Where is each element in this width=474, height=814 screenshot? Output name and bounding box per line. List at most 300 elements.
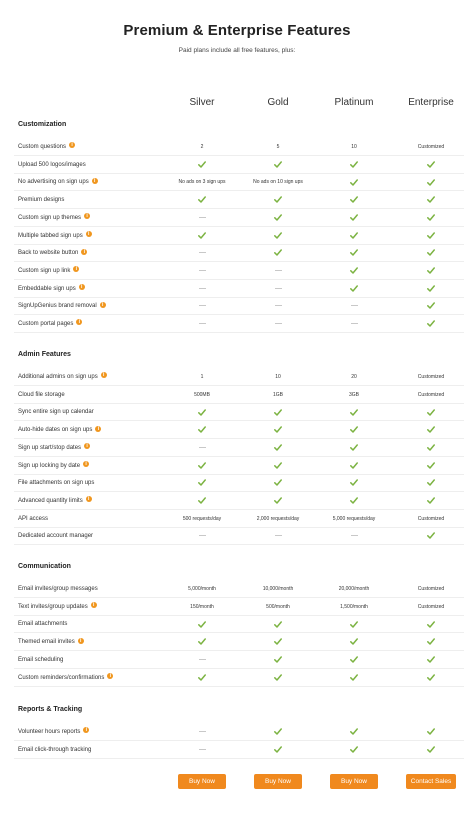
table-row	[14, 493, 464, 510]
page-subtitle: Paid plans include all free features, plus:	[178, 47, 296, 54]
check-icon	[274, 196, 282, 203]
check-icon	[350, 232, 358, 239]
check-icon	[274, 746, 282, 753]
cell-silver	[162, 742, 242, 758]
check-icon	[427, 285, 435, 292]
info-icon[interactable]: i	[83, 461, 89, 467]
cell-silver: 2	[200, 144, 204, 150]
check-icon	[350, 638, 358, 645]
cell-enterprise	[391, 281, 471, 297]
check-icon	[198, 409, 206, 416]
cell-gold	[238, 281, 318, 297]
feature-label	[18, 139, 75, 155]
table-row	[14, 298, 464, 315]
plan-header-enterprise: Enterprise	[408, 97, 454, 108]
check-icon	[350, 674, 358, 681]
check-icon	[427, 249, 435, 256]
table-row	[14, 652, 464, 669]
feature-label-text: Sign up locking by date	[18, 462, 81, 469]
check-icon	[274, 249, 282, 256]
check-icon	[427, 267, 435, 274]
dash-icon	[275, 288, 282, 289]
cell-gold	[238, 670, 318, 686]
cell-enterprise	[391, 440, 471, 456]
cell-platinum	[314, 192, 394, 208]
cell-silver	[162, 210, 242, 226]
feature-label	[18, 458, 89, 474]
cell-gold	[238, 652, 318, 668]
cell-platinum	[314, 422, 394, 438]
cell-platinum	[314, 281, 394, 297]
feature-label	[18, 724, 89, 740]
check-icon	[427, 462, 435, 469]
check-icon	[427, 497, 435, 504]
table-row	[14, 316, 464, 333]
cell-gold	[238, 157, 318, 173]
cell-silver: 500MB	[194, 391, 210, 398]
cell-gold	[238, 192, 318, 208]
check-icon	[274, 462, 282, 469]
feature-label	[18, 281, 85, 297]
cell-platinum	[314, 742, 394, 758]
section-heading-communication: Communication	[18, 563, 71, 570]
cell-enterprise	[391, 528, 471, 544]
feature-label	[18, 634, 84, 650]
check-icon	[427, 161, 435, 168]
cell-silver	[162, 670, 242, 686]
cell-gold	[238, 298, 318, 314]
feature-label	[18, 422, 101, 438]
check-icon	[350, 746, 358, 753]
cell-platinum	[314, 316, 394, 332]
cell-platinum	[314, 210, 394, 226]
cell-silver	[162, 724, 242, 740]
cell-silver	[162, 228, 242, 244]
cell-platinum: 10	[351, 144, 357, 150]
feature-label-text: Custom sign up link	[18, 267, 71, 274]
feature-label	[18, 528, 93, 544]
cell-platinum: 5,000 requests/day	[332, 515, 376, 522]
table-row	[14, 670, 464, 687]
cell-enterprise: Customized	[417, 586, 445, 592]
section-heading-customization: Customization	[18, 121, 67, 128]
cell-enterprise	[391, 724, 471, 740]
feature-label-text: Custom questions	[18, 144, 67, 150]
feature-label	[18, 652, 63, 668]
cell-gold	[238, 528, 318, 544]
dash-icon	[275, 305, 282, 306]
dash-icon	[351, 305, 358, 306]
cell-enterprise: Customized	[417, 515, 445, 522]
dash-icon	[275, 535, 282, 536]
check-icon	[198, 621, 206, 628]
section-heading-admin-features: Admin Features	[18, 351, 71, 358]
cell-enterprise	[391, 263, 471, 279]
table-row	[14, 387, 464, 404]
cell-silver	[162, 298, 242, 314]
dash-icon	[199, 305, 206, 306]
cell-gold	[238, 404, 318, 420]
feature-label-text: API access	[18, 515, 49, 522]
cell-gold	[238, 475, 318, 491]
info-icon[interactable]: i	[78, 638, 84, 644]
check-icon	[274, 621, 282, 628]
feature-label-text: Advanced quantity limits	[18, 497, 83, 504]
cell-gold: 10,000/month	[262, 586, 294, 592]
cell-gold	[238, 228, 318, 244]
cell-platinum	[314, 616, 394, 632]
cell-platinum	[314, 652, 394, 668]
info-icon[interactable]: i	[101, 372, 107, 378]
feature-label	[18, 581, 98, 597]
feature-label-text: Multiple tabbed sign ups	[18, 232, 83, 239]
check-icon	[274, 728, 282, 735]
cell-silver	[162, 404, 242, 420]
cell-enterprise	[391, 742, 471, 758]
check-icon	[350, 249, 358, 256]
plan-header-silver: Silver	[189, 97, 215, 108]
cell-platinum	[314, 228, 394, 244]
contact-sales-button-enterprise[interactable]: Contact Sales	[406, 774, 456, 789]
check-icon	[198, 497, 206, 504]
feature-label-text: Text invites/group updates	[18, 603, 88, 610]
check-icon	[274, 656, 282, 663]
feature-label-text: Email click-through tracking	[18, 746, 92, 753]
check-icon	[427, 232, 435, 239]
table-row	[14, 404, 464, 421]
check-icon	[198, 638, 206, 645]
check-icon	[350, 409, 358, 416]
cell-silver	[162, 616, 242, 632]
cell-silver	[162, 263, 242, 279]
plan-header-gold: Gold	[267, 97, 289, 108]
check-icon	[350, 426, 358, 433]
feature-label-text: Upload 500 logos/images	[18, 161, 86, 168]
cell-platinum	[314, 404, 394, 420]
dash-icon	[199, 217, 206, 218]
cell-platinum	[314, 263, 394, 279]
cell-platinum	[314, 298, 394, 314]
check-icon	[350, 267, 358, 274]
info-icon[interactable]: i	[79, 284, 85, 290]
cell-gold	[238, 724, 318, 740]
feature-label-text: Sync entire sign up calendar	[18, 409, 94, 416]
table-row	[14, 263, 464, 280]
feature-label	[18, 511, 48, 527]
page-title: Premium & Enterprise Features	[123, 22, 351, 39]
feature-label-text: Sign up start/stop dates	[18, 444, 82, 451]
cell-platinum	[314, 670, 394, 686]
feature-label	[18, 316, 82, 332]
feature-label-text: Email invites/group messages	[18, 586, 98, 592]
cell-gold	[238, 440, 318, 456]
cell-silver	[162, 493, 242, 509]
check-icon	[427, 479, 435, 486]
dash-icon	[199, 535, 206, 536]
feature-label	[18, 298, 106, 314]
cell-silver	[162, 422, 242, 438]
feature-label-text: Dedicated account manager	[18, 533, 94, 540]
check-icon	[274, 497, 282, 504]
info-icon[interactable]: i	[107, 673, 113, 679]
cell-platinum: 20,000/month	[338, 586, 370, 592]
check-icon	[350, 285, 358, 292]
cell-gold	[238, 742, 318, 758]
dash-icon	[199, 288, 206, 289]
check-icon	[427, 196, 435, 203]
table-row	[14, 440, 464, 457]
info-icon[interactable]: i	[84, 443, 90, 449]
cell-enterprise	[391, 245, 471, 261]
cell-platinum: 20	[351, 374, 357, 380]
table-row	[14, 475, 464, 492]
check-icon	[350, 444, 358, 451]
cell-gold	[238, 616, 318, 632]
cell-enterprise	[391, 670, 471, 686]
check-icon	[427, 674, 435, 681]
cell-enterprise	[391, 652, 471, 668]
cell-gold: 2,000 requests/day	[256, 515, 300, 522]
cell-silver	[162, 475, 242, 491]
feature-label	[18, 475, 94, 491]
feature-label-text: Custom portal pages	[18, 321, 74, 327]
check-icon	[427, 409, 435, 416]
buy-now-button-platinum[interactable]: Buy Now	[330, 774, 378, 789]
dash-icon	[351, 323, 358, 324]
cell-gold	[238, 263, 318, 279]
check-icon	[350, 462, 358, 469]
check-icon	[427, 532, 435, 539]
cell-silver	[162, 157, 242, 173]
check-icon	[198, 426, 206, 433]
cell-silver	[162, 652, 242, 668]
cell-platinum	[314, 458, 394, 474]
info-icon[interactable]: i	[69, 142, 75, 148]
cell-platinum	[314, 157, 394, 173]
cell-enterprise: Customized	[417, 603, 445, 610]
cell-silver: 150/month	[190, 603, 214, 610]
cell-gold: 500/month	[266, 603, 290, 610]
feature-label-text: Embeddable sign ups	[18, 285, 76, 292]
cell-platinum: 3GB	[348, 391, 359, 398]
feature-label	[18, 192, 64, 208]
feature-label	[18, 174, 98, 190]
cell-enterprise	[391, 157, 471, 173]
check-icon	[274, 674, 282, 681]
check-icon	[427, 320, 435, 327]
cell-gold: 5	[276, 144, 280, 150]
feature-label	[18, 157, 86, 173]
table-row	[14, 616, 464, 633]
table-row	[14, 422, 464, 439]
check-icon	[274, 214, 282, 221]
cell-enterprise: Customized	[417, 391, 445, 398]
info-icon[interactable]: i	[83, 727, 89, 733]
cell-enterprise	[391, 210, 471, 226]
cell-gold	[238, 422, 318, 438]
cell-silver: 500 requests/day	[182, 515, 222, 522]
feature-label-text: Premium designs	[18, 197, 65, 204]
cell-silver	[162, 245, 242, 261]
feature-label	[18, 263, 79, 279]
dash-icon	[275, 323, 282, 324]
feature-label	[18, 742, 91, 758]
feature-label-text: Email attachments	[18, 621, 68, 628]
table-row	[14, 581, 464, 598]
feature-label	[18, 616, 67, 632]
cell-gold	[238, 316, 318, 332]
cell-platinum	[314, 245, 394, 261]
dash-icon	[199, 252, 206, 253]
cell-platinum	[314, 724, 394, 740]
info-icon[interactable]: i	[86, 496, 92, 502]
feature-label-text: Custom reminders/confirmations	[18, 674, 105, 681]
info-icon[interactable]: i	[91, 602, 97, 608]
feature-label-text: Volunteer hours reports	[18, 729, 81, 735]
feature-label-text: Additional admins on sign ups	[18, 374, 98, 380]
check-icon	[427, 621, 435, 628]
cell-silver: 1	[200, 374, 204, 380]
cell-silver: 5,000/month	[188, 586, 216, 592]
check-icon	[350, 728, 358, 735]
check-icon	[350, 196, 358, 203]
check-icon	[274, 479, 282, 486]
check-icon	[350, 214, 358, 221]
info-icon[interactable]: i	[92, 178, 98, 184]
table-row	[14, 742, 464, 759]
feature-label	[18, 440, 90, 456]
cell-silver	[162, 192, 242, 208]
cell-gold	[238, 210, 318, 226]
table-row	[14, 192, 464, 209]
cell-enterprise	[391, 316, 471, 332]
cell-gold: No ads on 10 sign ups	[253, 179, 303, 186]
feature-label	[18, 369, 107, 385]
info-icon[interactable]: i	[86, 231, 92, 237]
buy-now-button-gold[interactable]: Buy Now	[254, 774, 302, 789]
feature-label	[18, 599, 97, 615]
table-row	[14, 245, 464, 262]
cell-silver	[162, 458, 242, 474]
dash-icon	[199, 447, 206, 448]
section-heading-reports-tracking: Reports & Tracking	[18, 706, 83, 713]
cell-enterprise	[391, 228, 471, 244]
table-row	[14, 139, 464, 156]
cell-gold	[238, 634, 318, 650]
check-icon	[350, 479, 358, 486]
feature-label	[18, 387, 65, 403]
feature-label	[18, 404, 94, 420]
cell-enterprise	[391, 422, 471, 438]
cell-platinum	[314, 634, 394, 650]
check-icon	[427, 746, 435, 753]
cell-silver	[162, 281, 242, 297]
feature-label	[18, 245, 87, 261]
check-icon	[274, 232, 282, 239]
check-icon	[198, 674, 206, 681]
cell-enterprise	[391, 458, 471, 474]
check-icon	[427, 179, 435, 186]
cell-platinum: 1,500/month	[340, 603, 368, 610]
cell-enterprise	[391, 298, 471, 314]
dash-icon	[199, 731, 206, 732]
cell-silver: No ads on 3 sign ups	[178, 179, 226, 186]
check-icon	[427, 302, 435, 309]
cell-platinum	[314, 440, 394, 456]
cell-silver	[162, 634, 242, 650]
check-icon	[274, 409, 282, 416]
feature-label-text: Custom sign up themes	[18, 214, 82, 221]
feature-label-text: Email scheduling	[18, 656, 64, 663]
check-icon	[350, 621, 358, 628]
info-icon[interactable]: i	[95, 426, 101, 432]
table-row	[14, 458, 464, 475]
check-icon	[427, 728, 435, 735]
table-row	[14, 511, 464, 528]
cell-gold	[238, 458, 318, 474]
check-icon	[198, 479, 206, 486]
info-icon[interactable]: i	[73, 266, 79, 272]
cell-silver	[162, 528, 242, 544]
feature-label	[18, 210, 90, 226]
feature-label-text: Back to website button	[18, 250, 79, 257]
feature-label-text: Auto-hide dates on sign ups	[18, 427, 93, 434]
check-icon	[274, 161, 282, 168]
cell-silver	[162, 316, 242, 332]
check-icon	[198, 232, 206, 239]
feature-label	[18, 670, 113, 686]
check-icon	[427, 444, 435, 451]
check-icon	[427, 214, 435, 221]
cell-enterprise	[391, 192, 471, 208]
cell-gold	[238, 245, 318, 261]
table-row	[14, 599, 464, 616]
table-row	[14, 174, 464, 191]
feature-label-text: No advertising on sign ups	[18, 179, 89, 186]
info-icon[interactable]: i	[76, 319, 82, 325]
check-icon	[427, 656, 435, 663]
table-row	[14, 369, 464, 386]
info-icon[interactable]: i	[84, 213, 90, 219]
cell-enterprise: Customized	[417, 374, 445, 380]
check-icon	[427, 426, 435, 433]
dash-icon	[351, 535, 358, 536]
check-icon	[350, 656, 358, 663]
buy-now-button-silver[interactable]: Buy Now	[178, 774, 226, 789]
dash-icon	[199, 270, 206, 271]
cell-gold	[238, 493, 318, 509]
cell-platinum	[314, 174, 394, 190]
table-row	[14, 634, 464, 651]
dash-icon	[199, 659, 206, 660]
check-icon	[350, 497, 358, 504]
dash-icon	[275, 270, 282, 271]
cell-platinum	[314, 528, 394, 544]
plan-header-platinum: Platinum	[334, 97, 374, 108]
info-icon[interactable]: i	[100, 302, 106, 308]
check-icon	[198, 196, 206, 203]
check-icon	[198, 462, 206, 469]
cell-platinum	[314, 493, 394, 509]
feature-label-text: SignUpGenius brand removal	[18, 303, 97, 310]
info-icon[interactable]: i	[81, 249, 87, 255]
table-row	[14, 281, 464, 298]
check-icon	[427, 638, 435, 645]
check-icon	[274, 426, 282, 433]
cell-enterprise	[391, 616, 471, 632]
check-icon	[274, 444, 282, 451]
feature-label-text: File attachments on sign ups	[18, 480, 95, 487]
